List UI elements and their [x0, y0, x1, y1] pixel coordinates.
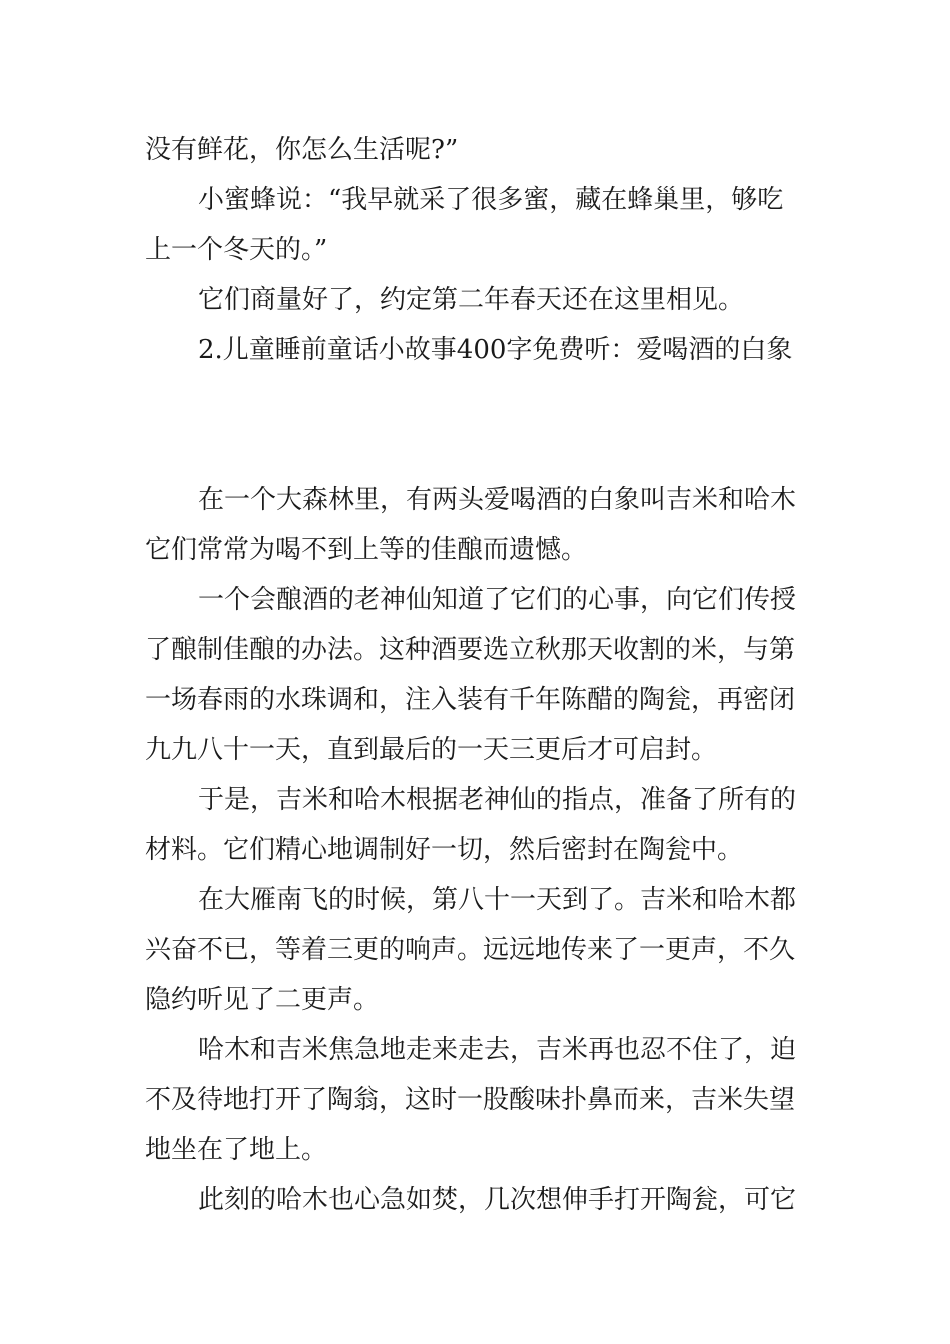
- text-line: 一场春雨的水珠调和，注入装有千年陈醋的陶瓮，再密闭: [145, 685, 796, 715]
- text-line: 兴奋不已，等着三更的响声。远远地传来了一更声，不久: [145, 935, 796, 965]
- text-line: 小蜜蜂说：“我早就采了很多蜜，藏在蜂巢里，够吃: [198, 185, 784, 215]
- text-line: 一个会酿酒的老神仙知道了它们的心事，向它们传授: [198, 585, 797, 615]
- text-line: 隐约听见了二更声。: [145, 985, 380, 1015]
- text-line: 在一个大森林里，有两头爱喝酒的白象叫吉米和哈木: [198, 485, 797, 515]
- text-line: 九九八十一天，直到最后的一天三更后才可启封。: [145, 735, 718, 765]
- text-line: 地坐在了地上。: [145, 1135, 328, 1165]
- text-line: 了酿制佳酿的办法。这种酒要选立秋那天收割的米，与第: [145, 635, 796, 665]
- text-line: 它们常常为喝不到上等的佳酿而遗憾。: [145, 535, 588, 565]
- text-line: 于是，吉米和哈木根据老神仙的指点，准备了所有的: [198, 785, 797, 815]
- text-line: 不及待地打开了陶翁，这时一股酸味扑鼻而来，吉米失望: [145, 1085, 796, 1115]
- text-line: 材料。它们精心地调制好一切，然后密封在陶瓮中。: [145, 835, 744, 865]
- text-line: 上一个冬天的。”: [145, 235, 328, 265]
- text-line: 它们商量好了，约定第二年春天还在这里相见。: [198, 285, 745, 315]
- text-line: 在大雁南飞的时候，第八十一天到了。吉米和哈木都: [198, 885, 797, 915]
- text-line: 没有鲜花，你怎么生活呢?”: [145, 135, 459, 165]
- text-line: 哈木和吉米焦急地走来走去，吉米再也忍不住了，迫: [198, 1035, 797, 1065]
- section-heading: 2.儿童睡前童话小故事400字免费听：爱喝酒的白象: [198, 335, 793, 365]
- text-line: 此刻的哈木也心急如焚，几次想伸手打开陶瓮，可它: [198, 1185, 797, 1215]
